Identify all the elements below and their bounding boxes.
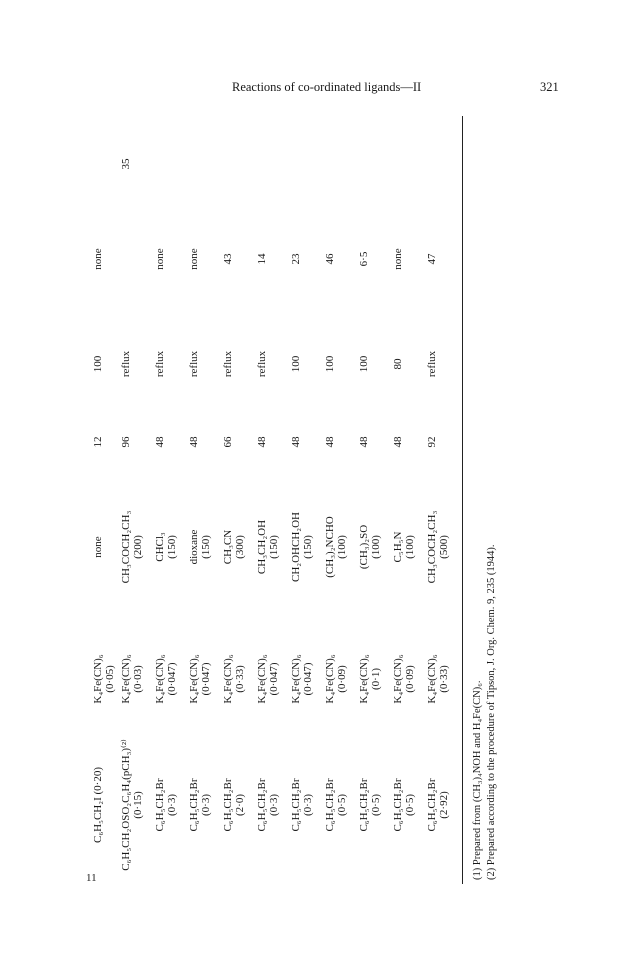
solvent-cell-amount: (150) xyxy=(302,535,314,559)
solvent-cell-amount: (200) xyxy=(132,535,144,559)
substrate-cell xyxy=(324,730,348,880)
complex-cell-amount: (0·03) xyxy=(132,665,144,693)
complex-cell xyxy=(188,624,212,734)
substrate-cell-amount: (0·5) xyxy=(336,794,348,816)
yield-cell xyxy=(188,204,200,314)
complex-cell-value: K₄Fe(CN)₆ xyxy=(256,654,268,704)
solvent-cell-amount: (150) xyxy=(166,535,178,559)
time-cell xyxy=(154,412,166,472)
solvent-cell xyxy=(188,472,212,622)
yield-cell-value: 23 xyxy=(290,253,302,265)
temperature-cell xyxy=(222,314,234,414)
substrate-cell-value: C₆H₅CH₂Br xyxy=(256,778,268,832)
substrate-cell-value: C₆H₅CH₂OSO₂C₆H₄(pCH₃)⁽²⁾ xyxy=(120,739,132,871)
solvent-cell-value: C₅H₅N xyxy=(392,531,404,563)
time-cell xyxy=(426,412,438,472)
complex-cell xyxy=(392,624,416,734)
complex-cell-amount: (0·09) xyxy=(336,665,348,693)
temperature-cell xyxy=(358,314,370,414)
solvent-cell xyxy=(358,472,382,622)
substrate-cell-value: C₆H₅CH₂Br xyxy=(290,778,302,832)
temperature-cell xyxy=(392,314,404,414)
substrate-cell-amount: (0·5) xyxy=(370,794,382,816)
temperature-cell xyxy=(92,314,104,414)
yield-cell xyxy=(324,204,336,314)
yield-cell-value: none xyxy=(92,248,104,270)
table-row xyxy=(426,116,466,884)
substrate-cell xyxy=(154,730,178,880)
complex-cell xyxy=(324,624,348,734)
complex-cell xyxy=(154,624,178,734)
complex-cell-value: K₄Fe(CN)₆ xyxy=(392,654,404,704)
time-cell-value: 48 xyxy=(154,436,166,448)
footnote: (1) Prepared from (CH₃)₄NOH and H₄Fe(CN)₆. xyxy=(472,680,483,880)
yield-cell-value: 46 xyxy=(324,253,336,265)
time-cell xyxy=(290,412,302,472)
complex-cell-value: K₄Fe(CN)₆ xyxy=(92,654,104,704)
time-cell-value: 96 xyxy=(120,436,132,448)
complex-cell-value: K₄Fe(CN)₆ xyxy=(188,654,200,704)
solvent-cell xyxy=(392,472,416,622)
temperature-cell xyxy=(154,314,166,414)
yield-cell xyxy=(92,204,104,314)
solvent-cell-amount: (100) xyxy=(370,535,382,559)
substrate-cell-amount: (0·3) xyxy=(302,794,314,816)
yield-cell-value: 47 xyxy=(426,253,438,265)
complex-cell-amount: (0·1) xyxy=(370,668,382,690)
temperature-cell-value: reflux xyxy=(154,350,166,378)
yield-cell-value: none xyxy=(154,248,166,270)
substrate-cell xyxy=(426,730,450,880)
complex-cell-amount: (0·047) xyxy=(166,662,178,696)
running-header: Reactions of co-ordinated ligands—II xyxy=(232,80,422,94)
temperature-cell xyxy=(426,314,438,414)
complex-cell xyxy=(290,624,314,734)
substrate-cell-value: C₆H₅CH₂Br xyxy=(154,778,166,832)
substrate-cell-value: C₆H₅CH₂Br xyxy=(324,778,336,832)
complex-cell xyxy=(222,624,246,734)
solvent-cell xyxy=(426,472,450,622)
results-table xyxy=(92,116,532,884)
substrate-cell-amount: (0·5) xyxy=(404,794,416,816)
temperature-cell-value: reflux xyxy=(256,350,268,378)
solvent-cell xyxy=(290,472,314,622)
yield-cell xyxy=(426,204,438,314)
time-cell-value: 48 xyxy=(358,436,370,448)
substrate-cell xyxy=(222,730,246,880)
temperature-cell-value: 100 xyxy=(290,355,302,373)
solvent-cell-amount: (150) xyxy=(200,535,212,559)
solvent-cell-value: CH₃COCH₂CH₃ xyxy=(120,510,132,584)
time-cell xyxy=(120,412,132,472)
yield-cell xyxy=(256,204,268,314)
yield-cell xyxy=(358,204,370,314)
substrate-cell-value: C₆H₅CH₂Br xyxy=(426,778,438,832)
yield-cell xyxy=(222,204,234,314)
temperature-cell xyxy=(256,314,268,414)
substrate-cell-value: C₆H₅CH₂Br xyxy=(188,778,200,832)
yield-cell xyxy=(290,204,302,314)
time-cell xyxy=(324,412,336,472)
temperature-cell-value: reflux xyxy=(120,350,132,378)
temperature-cell xyxy=(324,314,336,414)
substrate-cell-amount: (0·3) xyxy=(200,794,212,816)
time-cell-value: 12 xyxy=(92,436,104,448)
temperature-cell-value: reflux xyxy=(426,350,438,378)
substrate-cell-value: C₆H₅CH₂Br xyxy=(222,778,234,832)
time-cell-value: 92 xyxy=(426,436,438,448)
complex-cell-value: K₄Fe(CN)₆ xyxy=(426,654,438,704)
complex-cell-amount: (0·047) xyxy=(268,662,280,696)
temperature-cell-value: 100 xyxy=(324,355,336,373)
yield-cell-value: 6·5 xyxy=(358,251,370,267)
complex-cell-value: K₄Fe(CN)₆ xyxy=(324,654,336,704)
temperature-cell-value: 100 xyxy=(92,355,104,373)
substrate-cell-amount: (2·92) xyxy=(438,791,450,819)
temperature-cell-value: reflux xyxy=(222,350,234,378)
yield-cell-value: 14 xyxy=(256,253,268,265)
page-number: 321 xyxy=(540,80,559,94)
time-cell xyxy=(188,412,200,472)
substrate-cell xyxy=(188,730,212,880)
solvent-cell xyxy=(92,472,104,622)
complex-cell xyxy=(358,624,382,734)
substrate-cell-amount: (0·15) xyxy=(132,791,144,819)
yield-cell-value: 43 xyxy=(222,253,234,265)
solvent-cell-value: (CH₃)₂SO xyxy=(358,524,370,570)
substrate-cell xyxy=(290,730,314,880)
solvent-cell xyxy=(120,472,144,622)
substrate-cell-amount: (0·3) xyxy=(268,794,280,816)
complex-cell-value: K₄Fe(CN)₆ xyxy=(290,654,302,704)
yield-extra-cell-value: 35 xyxy=(120,158,132,170)
solvent-cell-value: (CH₃)₂NCHO xyxy=(324,516,336,578)
time-cell xyxy=(358,412,370,472)
time-cell-value: 66 xyxy=(222,436,234,448)
substrate-cell xyxy=(392,730,416,880)
solvent-cell-amount: (150) xyxy=(268,535,280,559)
substrate-cell-amount: (0·3) xyxy=(166,794,178,816)
solvent-cell-value: CHCl₃ xyxy=(154,532,166,562)
time-cell xyxy=(222,412,234,472)
solvent-cell-value: none xyxy=(92,536,104,558)
time-cell-value: 48 xyxy=(324,436,336,448)
time-cell xyxy=(92,412,104,472)
temperature-cell xyxy=(120,314,132,414)
yield-cell-value: none xyxy=(392,248,404,270)
solvent-cell-value: CH₃CN xyxy=(222,529,234,565)
solvent-cell-value: CH₃CH₂OH xyxy=(256,519,268,575)
page-mark: 11 xyxy=(86,872,97,884)
yield-cell xyxy=(154,204,166,314)
rotated-table-region xyxy=(92,116,532,884)
complex-cell xyxy=(256,624,280,734)
solvent-cell-amount: (100) xyxy=(336,535,348,559)
complex-cell-amount: (0·05) xyxy=(104,665,116,693)
complex-cell xyxy=(92,624,116,734)
footnote: (2) Prepared according to the procedure of Tipson, J. Org. Chem. 9, 235 (1944). xyxy=(486,544,497,880)
time-cell-value: 48 xyxy=(188,436,200,448)
solvent-cell xyxy=(324,472,348,622)
complex-cell-amount: (0·33) xyxy=(438,665,450,693)
substrate-cell xyxy=(256,730,280,880)
temperature-cell-value: 100 xyxy=(358,355,370,373)
solvent-cell xyxy=(154,472,178,622)
solvent-cell-amount: (500) xyxy=(438,535,450,559)
substrate-cell-value: C₆H₅CH₂I (0·20) xyxy=(92,767,104,843)
temperature-cell-value: reflux xyxy=(188,350,200,378)
complex-cell-amount: (0·33) xyxy=(234,665,246,693)
solvent-cell-value: dioxane xyxy=(188,529,200,565)
solvent-cell-amount: (100) xyxy=(404,535,416,559)
solvent-cell xyxy=(256,472,280,622)
substrate-cell-amount: (2·0) xyxy=(234,794,246,816)
complex-cell-amount: (0·09) xyxy=(404,665,416,693)
time-cell-value: 48 xyxy=(256,436,268,448)
temperature-cell xyxy=(290,314,302,414)
time-cell-value: 48 xyxy=(392,436,404,448)
solvent-cell-value: CH₃COCH₂CH₃ xyxy=(426,510,438,584)
time-cell xyxy=(256,412,268,472)
table-bottom-rule xyxy=(462,116,463,884)
substrate-cell xyxy=(120,730,144,880)
substrate-cell xyxy=(358,730,382,880)
time-cell xyxy=(392,412,404,472)
temperature-cell xyxy=(188,314,200,414)
solvent-cell xyxy=(222,472,246,622)
complex-cell-value: K₄Fe(CN)₆ xyxy=(154,654,166,704)
yield-cell-value: none xyxy=(188,248,200,270)
yield-cell xyxy=(392,204,404,314)
solvent-cell-value: CH₂OHCH₂OH xyxy=(290,512,302,583)
complex-cell-value: K₄Fe(CN)₆ xyxy=(120,654,132,704)
complex-cell xyxy=(120,624,144,734)
solvent-cell-amount: (300) xyxy=(234,535,246,559)
temperature-cell-value: 80 xyxy=(392,358,404,370)
complex-cell-value: K₄Fe(CN)₆ xyxy=(358,654,370,704)
complex-cell-amount: (0·047) xyxy=(302,662,314,696)
substrate-cell xyxy=(92,730,104,880)
substrate-cell-value: C₆H₅CH₂Br xyxy=(392,778,404,832)
complex-cell-amount: (0·047) xyxy=(200,662,212,696)
substrate-cell-value: C₆H₅CH₂Br xyxy=(358,778,370,832)
complex-cell-value: K₄Fe(CN)₆ xyxy=(222,654,234,704)
time-cell-value: 48 xyxy=(290,436,302,448)
yield-extra-cell xyxy=(120,134,132,194)
complex-cell xyxy=(426,624,450,734)
